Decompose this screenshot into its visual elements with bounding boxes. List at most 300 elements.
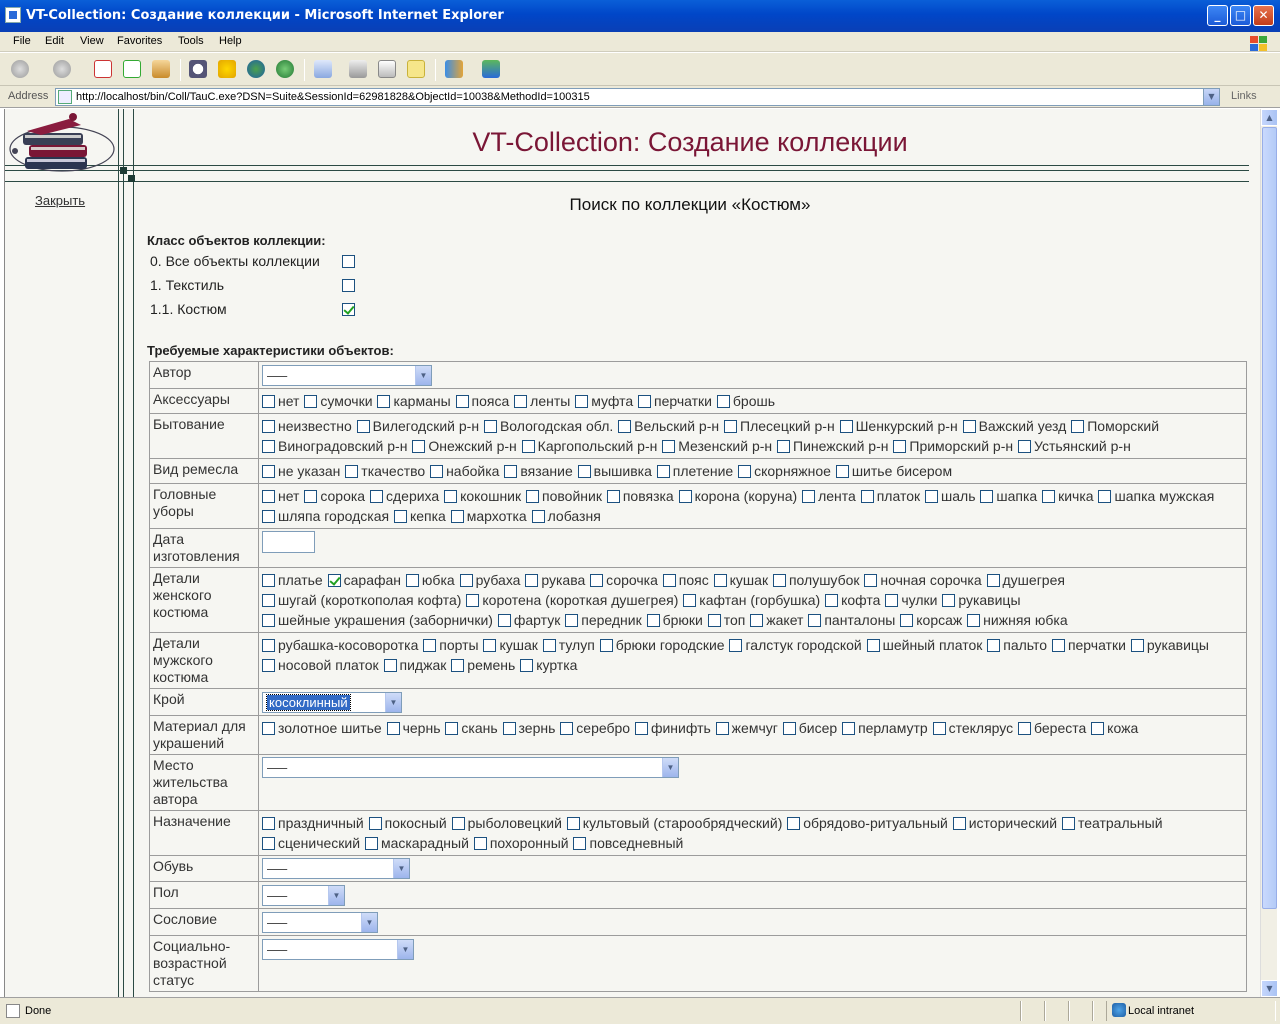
dropdown-arrow-icon[interactable]: ▼: [361, 913, 377, 932]
checkbox-option[interactable]: [893, 438, 1013, 454]
option-checkbox[interactable]: [729, 639, 742, 652]
checkbox-option[interactable]: [663, 572, 709, 588]
option-checkbox[interactable]: [942, 594, 955, 607]
option-checkbox[interactable]: [618, 420, 631, 433]
option-checkbox[interactable]: [514, 395, 527, 408]
checkbox-option[interactable]: [607, 488, 674, 504]
checkbox-option[interactable]: [384, 657, 447, 673]
checkbox-option[interactable]: [451, 657, 515, 673]
option-checkbox[interactable]: [262, 510, 275, 523]
option-checkbox[interactable]: [525, 574, 538, 587]
option-checkbox[interactable]: [1098, 490, 1111, 503]
checkbox-option[interactable]: [864, 572, 981, 588]
menu-edit[interactable]: Edit: [45, 35, 64, 47]
frame-line: [123, 109, 124, 997]
option-checkbox[interactable]: [716, 722, 729, 735]
address-dropdown-icon[interactable]: ▼: [1203, 89, 1219, 105]
option-checkbox[interactable]: [262, 659, 275, 672]
option-checkbox[interactable]: [825, 594, 838, 607]
option-label: нет: [278, 487, 300, 504]
option-checkbox[interactable]: [474, 837, 487, 850]
font-icon[interactable]: [482, 60, 500, 78]
option-checkbox[interactable]: [406, 574, 419, 587]
option-label: Устьянский р-н: [1033, 437, 1131, 454]
option-checkbox[interactable]: [575, 395, 588, 408]
option-checkbox[interactable]: [522, 440, 535, 453]
option-checkbox[interactable]: [1018, 722, 1031, 735]
option-checkbox[interactable]: [738, 465, 751, 478]
option-checkbox[interactable]: [262, 594, 275, 607]
checkbox-option[interactable]: [724, 418, 835, 434]
checkbox-option[interactable]: [498, 612, 560, 628]
option-checkbox[interactable]: [262, 614, 275, 627]
option-checkbox[interactable]: [484, 420, 497, 433]
option-label: кепка: [409, 507, 446, 524]
option-checkbox[interactable]: [607, 490, 620, 503]
option-checkbox[interactable]: [560, 722, 573, 735]
option-checkbox[interactable]: [867, 639, 880, 652]
checkbox-option[interactable]: [1091, 720, 1138, 736]
checkbox-option[interactable]: [787, 815, 948, 831]
intranet-zone-icon: [1112, 1003, 1126, 1017]
checkbox-option[interactable]: [262, 815, 364, 831]
option-checkbox[interactable]: [357, 420, 370, 433]
option-checkbox[interactable]: [451, 510, 464, 523]
option-checkbox[interactable]: [635, 722, 648, 735]
option-checkbox[interactable]: [953, 817, 966, 830]
checkbox-option[interactable]: [867, 637, 983, 653]
menu-view[interactable]: View: [80, 35, 104, 47]
attribute-select[interactable]: [262, 692, 402, 713]
checkbox-option[interactable]: [885, 592, 937, 608]
checkbox-option[interactable]: [262, 720, 382, 736]
option-checkbox[interactable]: [967, 614, 980, 627]
option-checkbox[interactable]: [773, 574, 786, 587]
option-checkbox[interactable]: [987, 639, 1000, 652]
option-checkbox[interactable]: [377, 395, 390, 408]
attribute-row: [150, 567, 1247, 632]
close-window-button[interactable]: ✕: [1253, 5, 1274, 26]
option-checkbox[interactable]: [714, 574, 727, 587]
option-checkbox[interactable]: [925, 490, 938, 503]
attribute-name: Автор: [150, 362, 259, 389]
checkbox-option[interactable]: [933, 720, 1014, 736]
checkbox-option[interactable]: [836, 463, 952, 479]
checkbox-option[interactable]: [345, 463, 425, 479]
attribute-row: [150, 909, 1247, 936]
checkbox-option[interactable]: [618, 418, 719, 434]
checkbox-option[interactable]: [638, 393, 712, 409]
checkbox-option[interactable]: [262, 393, 299, 409]
option-checkbox[interactable]: [987, 574, 1000, 587]
checkbox-option[interactable]: [1018, 438, 1131, 454]
option-checkbox[interactable]: [504, 465, 517, 478]
option-checkbox[interactable]: [370, 490, 383, 503]
checkbox-option[interactable]: [532, 508, 601, 524]
option-checkbox[interactable]: [262, 817, 275, 830]
checkbox-option[interactable]: [578, 463, 652, 479]
checkbox-option[interactable]: [840, 418, 958, 434]
option-checkbox[interactable]: [683, 594, 696, 607]
checkbox-option[interactable]: [365, 835, 469, 851]
checkbox-option[interactable]: [925, 488, 975, 504]
option-checkbox[interactable]: [262, 722, 275, 735]
option-label: неизвестно: [278, 417, 352, 434]
checkbox-option[interactable]: [369, 815, 447, 831]
menu-tools[interactable]: Tools: [178, 35, 204, 47]
attribute-select[interactable]: [262, 912, 378, 933]
checkbox-option[interactable]: [1071, 418, 1159, 434]
history-icon[interactable]: [276, 60, 294, 78]
checkbox-option[interactable]: [716, 720, 778, 736]
checkbox-option[interactable]: [808, 612, 895, 628]
option-checkbox[interactable]: [783, 722, 796, 735]
checkbox-option[interactable]: [262, 592, 461, 608]
checkbox-option[interactable]: [1018, 720, 1086, 736]
option-checkbox[interactable]: [802, 490, 815, 503]
dropdown-arrow-icon[interactable]: ▼: [393, 859, 409, 878]
attribute-select[interactable]: [262, 757, 679, 778]
checkbox-option[interactable]: [714, 572, 768, 588]
class-checkbox-textile[interactable]: [342, 279, 355, 292]
checkbox-option[interactable]: [262, 835, 360, 851]
checkbox-option[interactable]: [328, 572, 401, 588]
option-checkbox[interactable]: [717, 395, 730, 408]
checkbox-option[interactable]: [900, 612, 962, 628]
option-checkbox[interactable]: [1071, 420, 1084, 433]
menu-help[interactable]: Help: [219, 35, 242, 47]
checkbox-option[interactable]: [662, 438, 772, 454]
option-checkbox[interactable]: [444, 490, 457, 503]
dropdown-arrow-icon[interactable]: ▼: [662, 758, 678, 777]
checkbox-option[interactable]: [565, 612, 641, 628]
option-checkbox[interactable]: [1131, 639, 1144, 652]
class-row-textile: [150, 277, 360, 293]
checkbox-option[interactable]: [560, 720, 630, 736]
checkbox-option[interactable]: [504, 463, 572, 479]
option-checkbox[interactable]: [262, 490, 275, 503]
address-url[interactable]: http://localhost/bin/Coll/TauC.exe?DSN=Suite&SessionId=62981828&ObjectId=10038&MethodId=100315: [76, 91, 590, 103]
checkbox-option[interactable]: [953, 815, 1057, 831]
checkbox-option[interactable]: [842, 720, 928, 736]
checkbox-option[interactable]: [262, 637, 418, 653]
option-label: шляпа городская: [278, 507, 390, 524]
option-checkbox[interactable]: [304, 395, 317, 408]
option-checkbox[interactable]: [365, 837, 378, 850]
checkbox-option[interactable]: [262, 572, 323, 588]
checkbox-option[interactable]: [304, 393, 372, 409]
checkbox-option[interactable]: [708, 612, 746, 628]
menu-favorites[interactable]: Favorites: [117, 35, 163, 47]
checkbox-option[interactable]: [543, 637, 595, 653]
option-checkbox[interactable]: [933, 722, 946, 735]
checkbox-option[interactable]: [526, 488, 602, 504]
select-value: —–: [267, 888, 288, 904]
print-icon[interactable]: [349, 60, 367, 78]
checkbox-option[interactable]: [750, 612, 803, 628]
page-icon: [58, 90, 72, 104]
option-checkbox[interactable]: [1091, 722, 1104, 735]
option-label: плетение: [672, 462, 734, 479]
option-checkbox[interactable]: [750, 614, 763, 627]
checkbox-option[interactable]: [483, 637, 537, 653]
checkbox-option[interactable]: [262, 488, 299, 504]
dropdown-arrow-icon[interactable]: ▼: [415, 366, 431, 385]
checkbox-option[interactable]: [262, 508, 389, 524]
option-checkbox[interactable]: [262, 440, 275, 453]
option-checkbox[interactable]: [394, 510, 407, 523]
option-checkbox[interactable]: [423, 639, 436, 652]
checkbox-option[interactable]: [514, 393, 570, 409]
option-checkbox[interactable]: [662, 440, 675, 453]
attribute-select[interactable]: [262, 939, 414, 960]
checkbox-option[interactable]: [567, 815, 783, 831]
option-checkbox[interactable]: [456, 395, 469, 408]
option-label: сорочка: [606, 571, 658, 588]
option-checkbox[interactable]: [460, 574, 473, 587]
toolbar-separator: [304, 59, 305, 81]
stop-icon[interactable]: [94, 60, 112, 78]
scroll-down-icon[interactable]: ▼: [1261, 980, 1278, 997]
select-value: —–: [267, 914, 288, 930]
checkbox-option[interactable]: [394, 508, 446, 524]
option-checkbox[interactable]: [578, 465, 591, 478]
scroll-thumb[interactable]: [1262, 127, 1277, 909]
translate-icon[interactable]: [445, 60, 463, 78]
option-checkbox[interactable]: [663, 574, 676, 587]
option-checkbox[interactable]: [567, 817, 580, 830]
checkbox-option[interactable]: [262, 612, 493, 628]
checkbox-option[interactable]: [802, 488, 856, 504]
address-input[interactable]: [55, 88, 1220, 106]
option-checkbox[interactable]: [369, 817, 382, 830]
checkbox-option[interactable]: [717, 393, 775, 409]
checkbox-option[interactable]: [1052, 637, 1126, 653]
option-checkbox[interactable]: [498, 614, 511, 627]
attribute-row: [150, 413, 1247, 458]
checkbox-option[interactable]: [444, 488, 521, 504]
checkbox-option[interactable]: [635, 720, 711, 736]
checkbox-option[interactable]: [520, 657, 577, 673]
class-checkbox-all[interactable]: [342, 255, 355, 268]
option-checkbox[interactable]: [808, 614, 821, 627]
option-checkbox[interactable]: [647, 614, 660, 627]
checkbox-option[interactable]: [657, 463, 733, 479]
attribute-name: Социально-возрастной статус: [150, 935, 259, 991]
checkbox-option[interactable]: [590, 572, 658, 588]
checkbox-option[interactable]: [575, 393, 633, 409]
checkbox-option[interactable]: [773, 572, 860, 588]
checkbox-option[interactable]: [777, 438, 888, 454]
option-checkbox[interactable]: [503, 722, 516, 735]
option-checkbox[interactable]: [842, 722, 855, 735]
checkbox-option[interactable]: [484, 418, 613, 434]
checkbox-option[interactable]: [942, 592, 1020, 608]
option-checkbox[interactable]: [1018, 440, 1031, 453]
favorites-icon[interactable]: [218, 60, 236, 78]
option-checkbox[interactable]: [638, 395, 651, 408]
checkbox-option[interactable]: [1131, 637, 1209, 653]
edit-icon[interactable]: [378, 60, 396, 78]
attribute-select[interactable]: [262, 365, 432, 386]
checkbox-option[interactable]: [825, 592, 880, 608]
option-checkbox[interactable]: [262, 837, 275, 850]
status-bar: [0, 997, 1280, 1024]
option-checkbox[interactable]: [520, 659, 533, 672]
class-row-all: [150, 253, 360, 269]
option-checkbox[interactable]: [262, 420, 275, 433]
option-checkbox[interactable]: [387, 722, 400, 735]
option-checkbox[interactable]: [864, 574, 877, 587]
option-checkbox[interactable]: [1062, 817, 1075, 830]
checkbox-option[interactable]: [729, 637, 861, 653]
checkbox-option[interactable]: [377, 393, 450, 409]
checkbox-option[interactable]: [987, 572, 1065, 588]
checkbox-option[interactable]: [679, 488, 798, 504]
checkbox-option[interactable]: [412, 438, 516, 454]
checkbox-option[interactable]: [600, 637, 725, 653]
checkbox-option[interactable]: [357, 418, 479, 434]
option-checkbox[interactable]: [262, 395, 275, 408]
select-value: —–: [267, 367, 288, 383]
checkbox-option[interactable]: [456, 393, 510, 409]
checkbox-option[interactable]: [460, 572, 521, 588]
attribute-select[interactable]: [262, 885, 345, 906]
option-checkbox[interactable]: [963, 420, 976, 433]
dropdown-arrow-icon[interactable]: ▼: [397, 940, 413, 959]
checkbox-option[interactable]: [423, 637, 478, 653]
option-checkbox[interactable]: [328, 574, 341, 587]
attribute-name: Сословие: [150, 909, 259, 936]
option-checkbox[interactable]: [1052, 639, 1065, 652]
checkbox-option[interactable]: [452, 815, 562, 831]
checkbox-option[interactable]: [262, 657, 379, 673]
checkbox-option[interactable]: [1062, 815, 1163, 831]
option-checkbox[interactable]: [679, 490, 692, 503]
option-checkbox[interactable]: [885, 594, 898, 607]
home-icon[interactable]: [152, 60, 170, 78]
option-checkbox[interactable]: [840, 420, 853, 433]
option-checkbox[interactable]: [724, 420, 737, 433]
discuss-icon[interactable]: [407, 60, 425, 78]
checkbox-option[interactable]: [1098, 488, 1214, 504]
checkbox-option[interactable]: [967, 612, 1067, 628]
checkbox-option[interactable]: [430, 463, 499, 479]
vertical-scrollbar[interactable]: [1260, 109, 1277, 997]
checkbox-option[interactable]: [370, 488, 439, 504]
checkbox-option[interactable]: [573, 835, 683, 851]
option-checkbox[interactable]: [980, 490, 993, 503]
checkbox-option[interactable]: [738, 463, 831, 479]
checkbox-option[interactable]: [474, 835, 569, 851]
scroll-up-icon[interactable]: ▲: [1261, 109, 1278, 126]
option-label: рукавицы: [1146, 636, 1209, 653]
checkbox-option[interactable]: [783, 720, 837, 736]
attribute-name: Крой: [150, 688, 259, 715]
option-checkbox[interactable]: [445, 722, 458, 735]
option-checkbox[interactable]: [777, 440, 790, 453]
option-checkbox[interactable]: [384, 659, 397, 672]
checkbox-option[interactable]: [445, 720, 497, 736]
media-icon[interactable]: [247, 60, 265, 78]
option-checkbox[interactable]: [543, 639, 556, 652]
option-checkbox[interactable]: [1042, 490, 1055, 503]
checkbox-option[interactable]: [647, 612, 703, 628]
option-checkbox[interactable]: [900, 614, 913, 627]
checkbox-option[interactable]: [987, 637, 1047, 653]
option-checkbox[interactable]: [532, 510, 545, 523]
checkbox-option[interactable]: [525, 572, 585, 588]
links-button[interactable]: Links: [1231, 90, 1257, 102]
back-icon[interactable]: [11, 60, 29, 78]
checkbox-option[interactable]: [304, 488, 365, 504]
option-checkbox[interactable]: [836, 465, 849, 478]
option-checkbox[interactable]: [893, 440, 906, 453]
maximize-button[interactable]: □: [1230, 5, 1251, 26]
option-checkbox[interactable]: [787, 817, 800, 830]
option-checkbox[interactable]: [708, 614, 721, 627]
checkbox-option[interactable]: [522, 438, 658, 454]
attribute-select[interactable]: [262, 858, 410, 879]
checkbox-option[interactable]: [861, 488, 920, 504]
option-checkbox[interactable]: [451, 659, 464, 672]
checkbox-option[interactable]: [262, 418, 352, 434]
checkbox-option[interactable]: [262, 463, 340, 479]
attribute-value-cell: [259, 882, 1247, 909]
checkbox-option[interactable]: [387, 720, 441, 736]
option-checkbox[interactable]: [657, 465, 670, 478]
menu-file[interactable]: File: [13, 35, 31, 47]
dropdown-arrow-icon[interactable]: ▼: [385, 693, 401, 712]
class-checkbox-costume[interactable]: [342, 303, 355, 316]
option-checkbox[interactable]: [262, 574, 275, 587]
option-label: чулки: [901, 591, 938, 608]
close-link[interactable]: Закрыть: [35, 193, 86, 208]
option-checkbox[interactable]: [466, 594, 479, 607]
checkbox-option[interactable]: [683, 592, 820, 608]
option-checkbox[interactable]: [526, 490, 539, 503]
forward-icon[interactable]: [53, 60, 71, 78]
option-checkbox[interactable]: [573, 837, 586, 850]
option-checkbox[interactable]: [304, 490, 317, 503]
option-checkbox[interactable]: [262, 465, 275, 478]
option-checkbox[interactable]: [483, 639, 496, 652]
date-input[interactable]: [262, 531, 315, 553]
minimize-button[interactable]: _: [1207, 5, 1228, 26]
checkbox-option[interactable]: [466, 592, 678, 608]
checkbox-option[interactable]: [503, 720, 556, 736]
refresh-icon[interactable]: [123, 60, 141, 78]
option-checkbox[interactable]: [452, 817, 465, 830]
option-checkbox[interactable]: [262, 639, 275, 652]
dropdown-arrow-icon[interactable]: ▼: [328, 886, 344, 905]
option-checkbox[interactable]: [430, 465, 443, 478]
option-checkbox[interactable]: [345, 465, 358, 478]
option-checkbox[interactable]: [590, 574, 603, 587]
mail-icon[interactable]: [314, 60, 332, 78]
search-icon[interactable]: [189, 60, 207, 78]
checkbox-option[interactable]: [963, 418, 1067, 434]
checkbox-option[interactable]: [262, 438, 407, 454]
checkbox-option[interactable]: [451, 508, 527, 524]
option-checkbox[interactable]: [412, 440, 425, 453]
option-checkbox[interactable]: [861, 490, 874, 503]
checkbox-option[interactable]: [1042, 488, 1093, 504]
checkbox-option[interactable]: [406, 572, 455, 588]
checkbox-option[interactable]: [980, 488, 1037, 504]
option-checkbox[interactable]: [600, 639, 613, 652]
option-checkbox[interactable]: [565, 614, 578, 627]
